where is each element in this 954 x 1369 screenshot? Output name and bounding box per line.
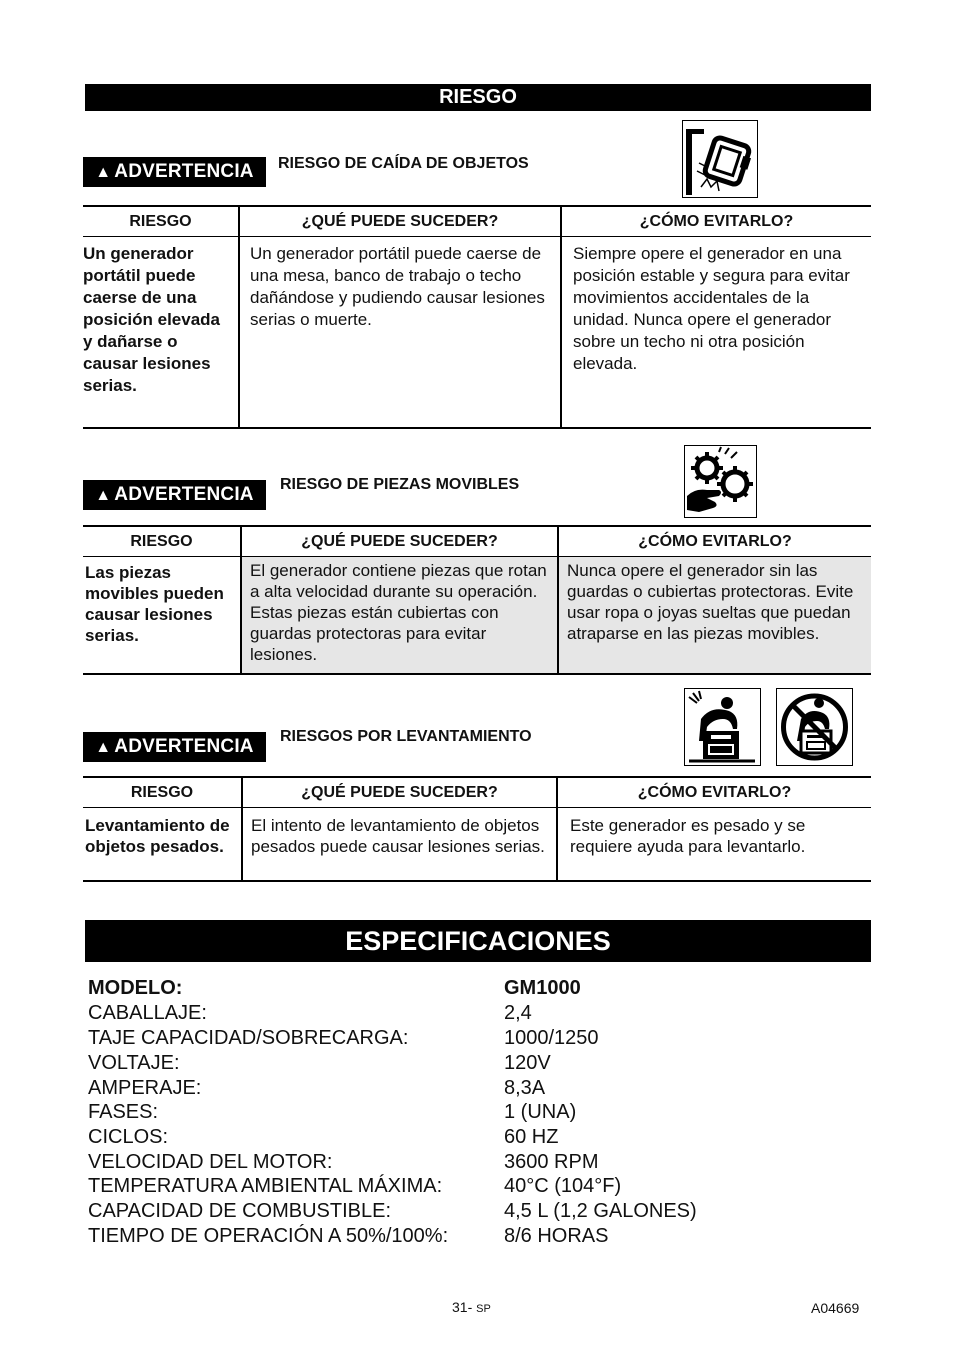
no-single-lift-icon (776, 688, 853, 766)
col-riesgo: RIESGO (83, 206, 239, 237)
spec-value: 8,3A (504, 1077, 546, 1099)
spec-value: 2,4 (504, 1002, 532, 1024)
spec-value-model: GM1000 (504, 977, 581, 999)
page-number (452, 1299, 491, 1315)
col-que-puede-suceder: ¿QUÉ PUEDE SUCEDER? (241, 526, 558, 557)
what-cell: El generador contiene piezas que rotan a alta velocidad durante su operación. Estas piezas están cubiertas con guardas protectoras para evitar lesiones. (241, 557, 558, 675)
col-como-evitarlo: ¿CÓMO EVITARLO? (557, 777, 871, 808)
language-code: SP (476, 1303, 491, 1315)
warning-label: ADVERTENCIA (114, 736, 254, 757)
spec-label: TAJE CAPACIDAD/SOBRECARGA: (88, 1027, 409, 1049)
warning-triangle-icon: ▲ (95, 164, 112, 181)
what-cell: Un generador portátil puede caerse de una mesa, banco de trabajo o techo dañándose y pudiendo causar lesiones serias o muerte. (239, 237, 561, 429)
hazard-table-moving-parts (83, 525, 871, 675)
warning-badge-3 (83, 732, 266, 762)
spec-label: TEMPERATURA AMBIENTAL MÁXIMA: (88, 1175, 443, 1197)
how-cell: Siempre opere el generador en una posición estable y segura para evitar movimientos accidentales de la unidad. Nunca opere el generador sobre un techo ni otra posición elevada. (561, 237, 871, 429)
spec-label: FASES: (88, 1101, 159, 1123)
specs-banner: ESPECIFICACIONES (85, 920, 871, 962)
spec-value: 60 HZ (504, 1126, 559, 1148)
heavy-lifting-icon (684, 688, 761, 766)
spec-value: 3600 RPM (504, 1151, 599, 1173)
spec-value: 40°C (104°F) (504, 1175, 622, 1197)
how-cell: Este generador es pesado y se requiere ayuda para levantarlo. (557, 808, 871, 882)
risk-cell: Un generador portátil puede caerse de una posición elevada y dañarse o causar lesiones serias. (83, 244, 220, 395)
col-que-puede-suceder: ¿QUÉ PUEDE SUCEDER? (239, 206, 561, 237)
spec-label: CABALLAJE: (88, 1002, 207, 1024)
spec-label-model: MODELO: (88, 977, 183, 999)
spec-value: 1000/1250 (504, 1027, 599, 1049)
document-code: A04669 (811, 1300, 860, 1316)
warning-badge-1 (83, 157, 266, 187)
spec-value: 120V (504, 1052, 551, 1074)
spec-label: CICLOS: (88, 1126, 169, 1148)
riesgo-banner: RIESGO (85, 84, 871, 111)
warning-label: ADVERTENCIA (114, 161, 254, 182)
falling-object-icon (682, 120, 758, 198)
what-cell: El intento de levantamiento de objetos pesados puede causar lesiones serias. (242, 808, 557, 882)
spec-value: 1 (UNA) (504, 1101, 577, 1123)
risk-cell: Las piezas movibles pueden causar lesiones serias. (85, 563, 224, 645)
col-como-evitarlo: ¿CÓMO EVITARLO? (558, 526, 871, 557)
warning-badge-2 (83, 480, 266, 510)
col-como-evitarlo: ¿CÓMO EVITARLO? (561, 206, 871, 237)
how-cell: Nunca opere el generador sin las guardas o cubiertas protectoras. Evite usar ropa o joyas sueltas que puedan atraparse en las piezas movibles. (558, 557, 871, 675)
warning-triangle-icon: ▲ (95, 739, 112, 756)
hazard-title-moving-parts: RIESGO DE PIEZAS MOVIBLES (280, 476, 520, 493)
hazard-title-lifting: RIESGOS POR LEVANTAMIENTO (280, 728, 532, 745)
risk-cell: Levantamiento de objetos pesados. (85, 816, 230, 856)
spec-value: 8/6 HORAS (504, 1225, 609, 1247)
warning-label: ADVERTENCIA (114, 484, 254, 505)
spec-value: 4,5 L (1,2 GALONES) (504, 1200, 697, 1222)
col-que-puede-suceder: ¿QUÉ PUEDE SUCEDER? (242, 777, 557, 808)
col-riesgo: RIESGO (83, 526, 241, 557)
hazard-table-falling (83, 205, 871, 429)
warning-triangle-icon: ▲ (95, 487, 112, 504)
spec-label: TIEMPO DE OPERACIÓN A 50%/100%: (88, 1225, 449, 1247)
spec-label: AMPERAJE: (88, 1077, 202, 1099)
spec-label: VOLTAJE: (88, 1052, 180, 1074)
col-riesgo: RIESGO (83, 777, 242, 808)
page-number-value: 31- (452, 1299, 473, 1315)
hazard-title-falling: RIESGO DE CAÍDA DE OBJETOS (278, 155, 529, 172)
gears-hand-icon (684, 445, 757, 518)
spec-label: CAPACIDAD DE COMBUSTIBLE: (88, 1200, 392, 1222)
hazard-table-lifting (83, 776, 871, 882)
spec-label: VELOCIDAD DEL MOTOR: (88, 1151, 333, 1173)
